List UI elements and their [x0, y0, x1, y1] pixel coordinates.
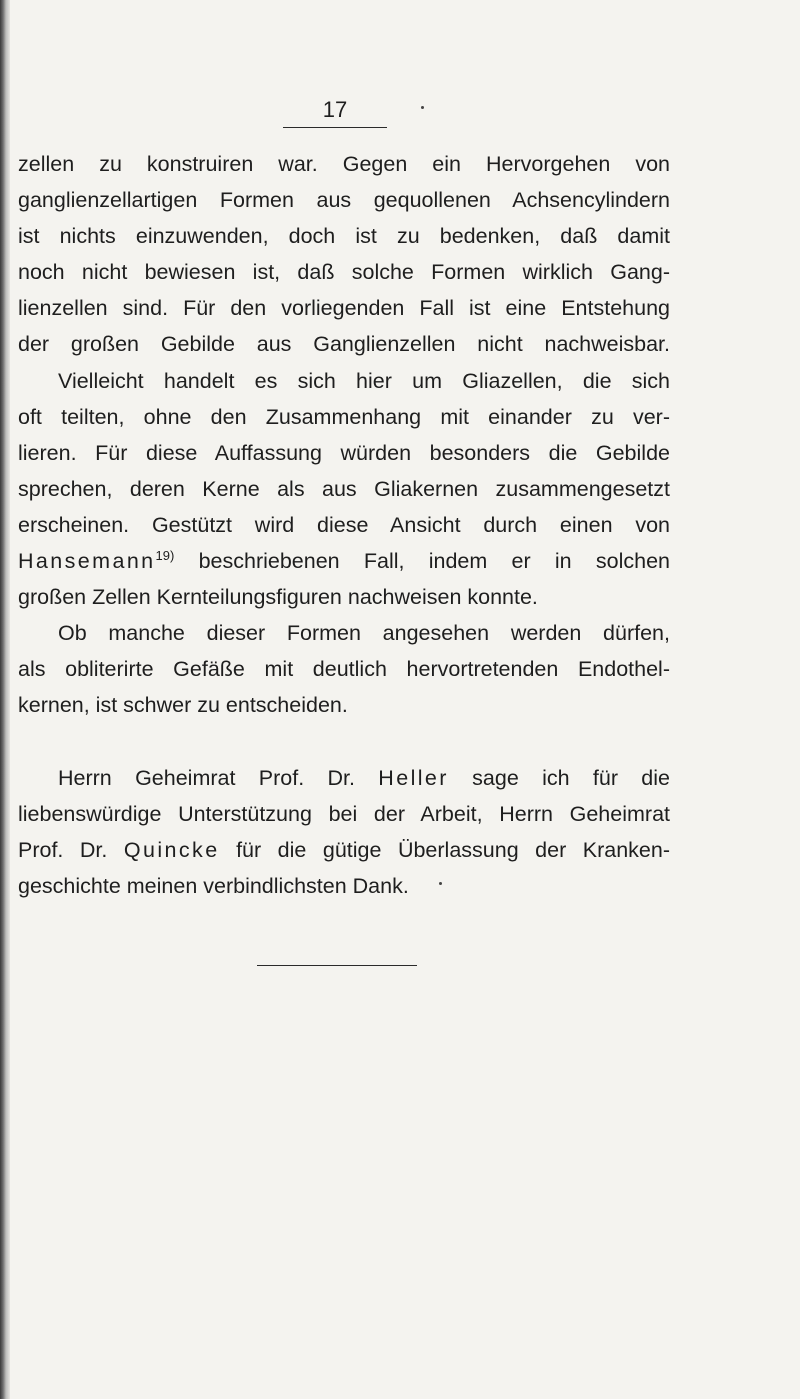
text-line: lienzellen sind. Für den vorliegenden Fall ist eine Entstehung: [18, 296, 670, 321]
paragraph-gap: [18, 724, 670, 760]
text-segment: sage ich für die: [448, 765, 670, 790]
person-name-quincke: Quincke: [123, 837, 220, 862]
text-line: ganglienzellartigen Formen aus gequollenen Achsencylindern: [18, 188, 670, 213]
text-line: als obliterirte Gefäße mit deutlich hervortretenden Endothel-: [18, 657, 670, 682]
header-rule: [283, 127, 387, 128]
text-line: noch nicht bewiesen ist, daß solche Formen wirklich Gang-: [18, 260, 670, 285]
text-segment: für die gütige Überlassung der Kranken-: [219, 837, 670, 862]
text-line: Vielleicht handelt es sich hier um Gliazellen, die sich: [58, 368, 670, 393]
text-segment: beschriebenen Fall, indem er in solchen: [174, 549, 670, 574]
closing-rule: [257, 965, 417, 966]
text-line: ist nichts einzuwenden, doch ist zu bedenken, daß damit: [18, 224, 670, 249]
text-line: Ob manche dieser Formen angesehen werden dürfen,: [58, 621, 670, 646]
person-name-heller: Heller: [378, 765, 449, 790]
text-line: oft teilten, ohne den Zusammenhang mit einander zu ver-: [18, 404, 670, 429]
footnote-reference: 19): [155, 548, 175, 564]
text-line: großen Zellen Kernteilungsfiguren nachweisen konnte.: [18, 585, 538, 610]
text-line: [18, 760, 670, 796]
text-line: erscheinen. Gestützt wird diese Ansicht durch einen von: [18, 512, 670, 537]
text-line: lieren. Für diese Auffassung würden besonders die Gebilde: [18, 440, 670, 465]
body-text: [18, 146, 670, 904]
text-line: sprechen, deren Kerne als aus Gliakernen zusammengesetzt: [18, 476, 670, 501]
page-binding-edge: [0, 0, 10, 1399]
text-line: zellen zu konstruiren war. Gegen ein Hervorgehen von: [18, 152, 670, 176]
text-line: liebenswürdige Unterstützung bei der Arbeit, Herrn Geheimrat: [18, 801, 670, 826]
text-line: [18, 832, 670, 868]
page-number: 17: [322, 97, 348, 122]
text-line: kernen, ist schwer zu entscheiden.: [18, 693, 348, 718]
text-line: [18, 543, 670, 579]
text-line: der großen Gebilde aus Ganglienzellen nicht nachweisbar.: [18, 332, 670, 357]
text-segment: Herrn Geheimrat Prof. Dr.: [58, 765, 379, 790]
ink-speck: [421, 106, 424, 109]
text-segment: Prof. Dr.: [18, 837, 124, 862]
text-line: geschichte meinen verbindlichsten Dank.: [18, 873, 409, 898]
author-name-hansemann: Hansemann: [18, 549, 156, 574]
